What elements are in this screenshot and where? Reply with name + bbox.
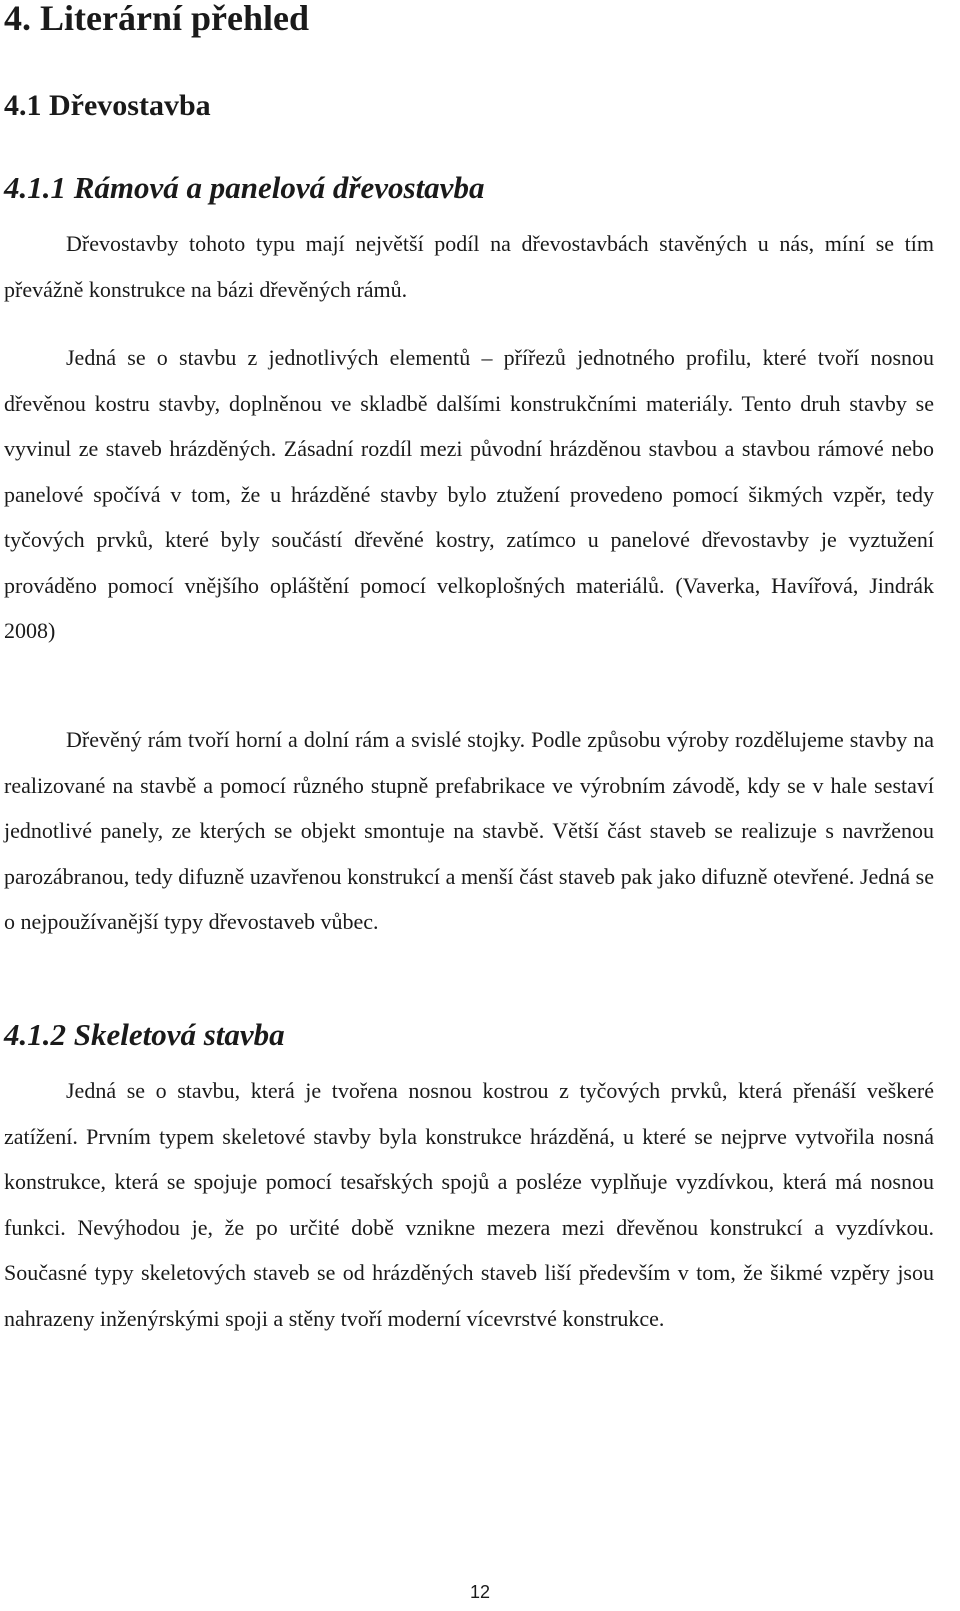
subsection-heading-skeleton: 4.1.2 Skeletová stavba (4, 1017, 285, 1052)
paragraph-intro: Dřevostavby tohoto typu mají největší podíl na dřevostavbách stavěných u nás, míní se tím převážně konstrukce na bázi dřevěných rámů. (4, 231, 934, 302)
paragraph-frame: Dřevěný rám tvoří horní a dolní rám a svislé stojky. Podle způsobu výroby rozdělujeme stavby na realizované na stavbě a pomocí různého stupně prefabrikace ve výrobním závodě, kdy se v hale sestaví jednotlivé panely, ze kterých se objekt smontuje na stavbě. Větší část staveb se realizuje s navrženou parozábranou, tedy difuzně uzavřenou konstrukcí a menší část staveb pak jako difuzně otevřené. Jedná se o nejpoužívanější typy dřevostaveb vůbec. (4, 727, 934, 934)
section-heading: 4.1 Dřevostavba (4, 89, 211, 122)
paragraph-elements: Jedná se o stavbu z jednotlivých elementů – přířezů jednotného profilu, které tvoří nosnou dřevěnou kostru stavby, doplněnou ve skladbě dalšími konstrukčními materiály. Tento druh stavby se vyvinul ze staveb hrázděných. Zásadní rozdíl mezi původní hrázděnou stavbou a stavbou rámové nebo panelové spočívá v tom, že u hrázděné stavby bylo ztužení provedeno pomocí šikmých vzpěr, tedy tyčových prvků, které byly součástí dřevěné kostry, zatímco u panelové dřevostavby je vyztužení prováděno pomocí vnějšího opláštění pomocí velkoplošných materiálů. (Vaverka, Havířová, Jindrák 2008) (4, 345, 934, 643)
subsection-heading-frame-panel: 4.1.1 Rámová a panelová dřevostavba (4, 170, 485, 205)
chapter-heading: 4. Literární přehled (4, 0, 309, 38)
page-number: 12 (469, 1582, 491, 1602)
paragraph-skeleton: Jedná se o stavbu, která je tvořena nosnou kostrou z tyčových prvků, která přenáší veškeré zatížení. Prvním typem skeletové stavby byla konstrukce hrázděná, u které se nejprve vytvořila nosná konstrukce, která se spojuje pomocí tesařských spojů a posléze vyplňuje vyzdívkou, která má nosnou funkci. Nevýhodou je, že po určité době vznikne mezera mezi dřevěnou konstrukcí a vyzdívkou. Současné typy skeletových staveb se od hrázděných staveb liší především v tom, že šikmé vzpěry jsou nahrazeny inženýrskými spoji a stěny tvoří moderní vícevrstvé konstrukce. (4, 1078, 934, 1331)
